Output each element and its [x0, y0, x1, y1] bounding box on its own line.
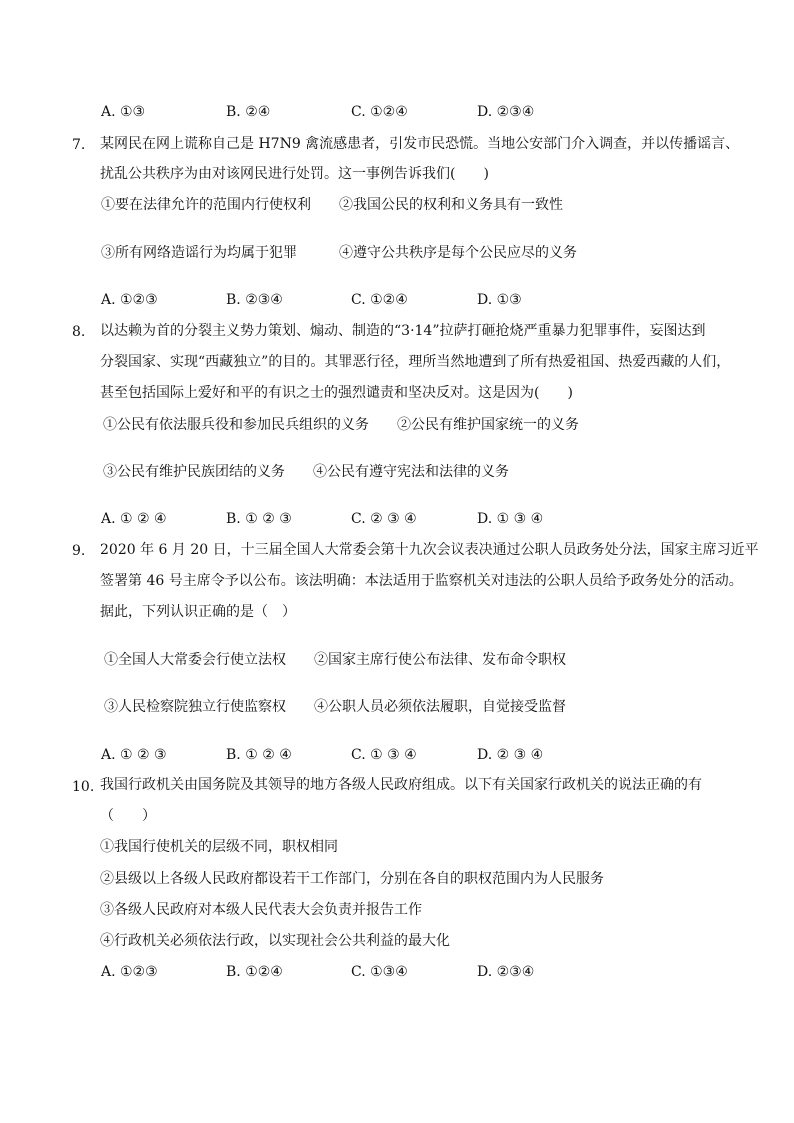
q7-choice-b: B. ②③④	[226, 292, 283, 308]
q9-choice-b: B. ① ② ④	[226, 747, 292, 763]
q9-choice-d: D. ② ③ ④	[477, 747, 544, 763]
q10-option-2: ②县级以上各级人民政府都设若干工作部门，分别在各自的职权范围内为人民服务	[100, 871, 604, 887]
q8-option-row-1: ①公民有依法服兵役和参加民兵组织的义务 ②公民有维护国家统一的义务	[103, 417, 579, 433]
q10-stem-line-2: （ ）	[100, 808, 156, 824]
q7-choice-a: A. ①②③	[101, 292, 158, 308]
q10-number: 10.	[72, 779, 95, 795]
q9-number: 9.	[72, 543, 86, 559]
q9-stem-line-3: 据此，下列认识正确的是（ ）	[100, 604, 296, 620]
q9-choice-a: A. ① ② ③	[101, 747, 167, 763]
q7-option-row-2: ③所有网络造谣行为均属于犯罪 ④遵守公共秩序是每个公民应尽的义务	[101, 245, 577, 261]
q9-stem-line-2: 签署第 46 号主席令予以公布。该法明确：本法适用于监察机关对违法的公职人员给予政务处分的活动。	[100, 573, 743, 589]
q9-option-row-2: ③人民检察院独立行使监察权 ④公职人员必须依法履职，自觉接受监督	[104, 699, 566, 715]
q6-choice-b: B. ②④	[226, 104, 271, 120]
q8-choice-b: B. ① ② ③	[226, 511, 292, 527]
q6-choice-a: A. ①③	[101, 104, 146, 120]
q6-choice-d: D. ②③④	[477, 104, 535, 120]
q8-stem-line-2: 分裂国家、实现“西藏独立”的目的。其罪恶行径，理所当然地遭到了所有热爱祖国、热爱西藏的人们，	[100, 354, 731, 370]
q7-stem-line-2: 扰乱公共秩序为由对该网民进行处罚。这一事例告诉我们( )	[100, 166, 489, 182]
q6-choices	[101, 102, 721, 122]
q10-option-4: ④行政机关必须依法行政，以实现社会公共利益的最大化	[100, 933, 450, 949]
q10-stem-line-1: 我国行政机关由国务院及其领导的地方各级人民政府组成。以下有关国家行政机关的说法正确的有	[100, 777, 702, 793]
q9-stem-line-1: 2020 年 6 月 20 日，十三届全国人大常委会第十九次会议表决通过公职人员政务处分法，国家主席习近平	[100, 542, 759, 558]
q10-choices	[101, 962, 721, 982]
q7-choices	[101, 290, 721, 310]
q7-number: 7.	[72, 137, 86, 153]
q7-choice-c: C. ①②④	[351, 292, 408, 308]
q8-stem-line-1: 以达赖为首的分裂主义势力策划、煽动、制造的“3·14”拉萨打砸抢烧严重暴力犯罪事件，妄图达到	[100, 323, 706, 339]
q9-choice-c: C. ① ③ ④	[351, 747, 417, 763]
q7-choice-d: D. ①③	[477, 292, 522, 308]
q7-option-row-1: ①要在法律允许的范围内行使权利 ②我国公民的权利和义务具有一致性	[101, 197, 563, 213]
q10-choice-b: B. ①②④	[226, 964, 283, 980]
q9-choices	[101, 745, 721, 765]
q10-choice-d: D. ②③④	[477, 964, 535, 980]
q10-option-1: ①我国行使机关的层级不同，职权相同	[100, 839, 338, 855]
q8-number: 8.	[72, 324, 86, 340]
q10-choice-c: C. ①③④	[351, 964, 408, 980]
q8-choice-a: A. ① ② ④	[101, 511, 167, 527]
q9-option-row-1: ①全国人大常委会行使立法权 ②国家主席行使公布法律、发布命令职权	[104, 652, 566, 668]
q8-choice-c: C. ② ③ ④	[351, 511, 417, 527]
q8-stem-line-3: 甚至包括国际上爱好和平的有识之士的强烈谴责和坚决反对。这是因为( )	[100, 385, 573, 401]
q7-stem-line-1: 某网民在网上谎称自己是 H7N9 禽流感患者，引发市民恐慌。当地公安部门介入调查，并以传播谣言、	[100, 136, 740, 152]
q10-choice-a: A. ①②③	[101, 964, 158, 980]
q8-option-row-2: ③公民有维护民族团结的义务 ④公民有遵守宪法和法律的义务	[103, 464, 509, 480]
q8-choice-d: D. ① ③ ④	[477, 511, 544, 527]
q10-option-3: ③各级人民政府对本级人民代表大会负责并报告工作	[100, 902, 422, 918]
q6-choice-c: C. ①②④	[351, 104, 408, 120]
q8-choices	[101, 509, 721, 529]
